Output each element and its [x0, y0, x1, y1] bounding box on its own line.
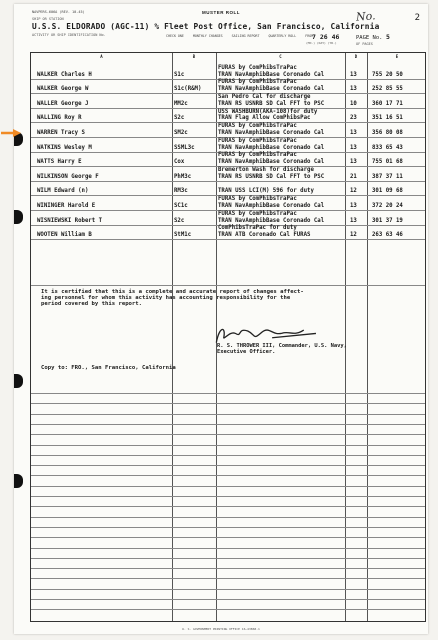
entry-code: 13: [350, 129, 357, 136]
entry-service-number: 387 37 11: [372, 173, 403, 180]
entry-remark-line2: TRAN NavAmphibBase Coronado Cal: [218, 71, 325, 78]
blank-ruled-line: [31, 578, 425, 579]
entry-remark-line2: TRAN NavAmphibBase Coronado Cal: [218, 144, 325, 151]
entry-service-number: 252 85 55: [372, 86, 403, 93]
report-type-options: [166, 34, 313, 38]
top-right-number: 2: [414, 13, 420, 23]
entry-remark-line2: TRAN RS USNRB SD Cal FFT to PSC: [218, 173, 325, 180]
entry-remark-line1: USS WASHBURN(AKA-108)for duty: [218, 108, 318, 115]
entry-rate: S2c: [174, 217, 185, 224]
blank-ruled-line: [31, 455, 425, 456]
entry-service-number: 833 65 43: [372, 144, 403, 151]
entry-remark-line2: TRAN Flag Allow ComPhibsPac: [218, 115, 311, 122]
entry-remark-line2: TRAN NavAmphibBase Coronado Cal: [218, 159, 325, 166]
footer-print-line: U. S. GOVERNMENT PRINTING OFFICE 16—43868-1: [182, 627, 260, 631]
entry-service-number: 356 80 08: [372, 129, 403, 136]
entry-remark-line2: TRAN NavAmphibBase Coronado Cal: [218, 86, 325, 93]
blank-ruled-line: [31, 424, 425, 425]
entry-remark-line2: TRAN NavAmphibBase Coronado Cal: [218, 202, 325, 209]
blank-ruled-line: [31, 558, 425, 559]
entry-code: 21: [350, 173, 357, 180]
entry-service-number: 372 20 24: [372, 202, 403, 209]
row-divider: [31, 239, 425, 240]
entry-code: 13: [350, 71, 357, 78]
binder-hole: [14, 474, 23, 488]
blank-ruled-line: [31, 527, 425, 528]
entry-rate: MM2c: [174, 100, 188, 107]
entry-rate: S1c: [174, 71, 185, 78]
entry-rate: S2c: [174, 115, 185, 122]
option-label: FROM: [305, 34, 314, 38]
entry-service-number: 301 09 68: [372, 188, 403, 195]
entry-code: 13: [350, 159, 357, 166]
entry-remark-line1: FURAS by ComPhibsTraPac: [218, 210, 297, 217]
binder-hole: [14, 374, 23, 388]
column-header-e: E: [395, 54, 399, 59]
entry-remark-line1: FURAS by ComPhibsTraPac: [218, 152, 297, 159]
blank-ruled-line: [31, 403, 425, 404]
entry-name: WOOTEN William B: [37, 232, 92, 239]
entry-code: 13: [350, 86, 357, 93]
column-header-a: A: [100, 54, 103, 59]
entry-service-number: 263 63 46: [372, 232, 403, 239]
option-label: QUARTERLY ROLL: [268, 34, 297, 38]
blank-ruled-line: [31, 599, 425, 600]
signatory: R. S. THROWER III, Commander, U.S. Navy, Executive Officer.: [217, 343, 347, 356]
entry-rate: StM1c: [174, 232, 192, 239]
blank-ruled-line: [31, 434, 425, 435]
entry-remark-line2: TRAN USS LCI(M) 596 for duty: [218, 188, 314, 195]
entry-remark-line1: FURAS by ComPhibsTraPac: [218, 64, 297, 71]
entry-remark-line2: TRAN NavAmphibBase Coronado Cal: [218, 217, 325, 224]
entry-code: 13: [350, 202, 357, 209]
entry-code: 13: [350, 144, 357, 151]
entry-name: WARREN Tracy S: [37, 129, 85, 136]
column-header-d: D: [354, 54, 358, 59]
entry-rate: PhM3c: [174, 173, 192, 180]
entry-name: WATKINS Wesley M: [37, 144, 92, 151]
entry-remark-line1: Bremerton Wash for discharge: [218, 167, 314, 173]
entry-name: WILKINSON George F: [37, 173, 99, 180]
entry-name: WALKER George W: [37, 86, 89, 93]
entry-remark-line1: San Pedro Cal for discharge: [218, 94, 311, 100]
option-label: CHECK ONE: [166, 34, 184, 38]
blank-ruled-line: [31, 496, 425, 497]
blank-ruled-line: [31, 537, 425, 538]
certification-text: It is certified that this is a complete and accurate report of changes affect- ing personnel for whom this activity has accounting responsibility for the period covered by this report.: [41, 289, 304, 308]
ship-name: U.S.S. ELDORADO (AGC-11) % Fleet Post Office, San Francisco, California: [32, 22, 380, 31]
blank-ruled-line: [31, 393, 425, 394]
entry-rate: Cox: [174, 159, 185, 166]
column-header-b: B: [192, 54, 196, 59]
blank-ruled-line: [31, 548, 425, 549]
blank-ruled-line: [31, 414, 425, 415]
entry-name: WILM Edward (n): [37, 188, 89, 195]
binder-hole: [14, 210, 23, 224]
copy-to: Copy to: FRO., San Francisco, California: [41, 365, 176, 371]
entry-remark-line1: FURAS by ComPhibsTraPac: [218, 79, 297, 86]
entry-rate: SSML3c: [174, 144, 195, 151]
entry-code: 12: [350, 188, 357, 195]
signature: [211, 319, 322, 352]
blank-ruled-line: [31, 609, 425, 610]
column-header-c: C: [279, 54, 282, 59]
entry-service-number: 755 20 50: [372, 71, 403, 78]
blank-ruled-line: [31, 486, 425, 487]
entry-code: 10: [350, 100, 357, 107]
muster-roll-sheet: [14, 4, 428, 634]
ship-label: SHIP OR STATION: [32, 17, 64, 21]
form-number: NAVPERS-606A (REV. 10-45): [32, 10, 85, 14]
of-pages-label: OF PAGES: [356, 42, 373, 46]
blank-ruled-line: [31, 506, 425, 507]
stamp: No.: [356, 9, 377, 24]
blank-ruled-line: [31, 589, 425, 590]
row-divider: [31, 285, 425, 286]
entry-rate: S1c(R&M): [174, 86, 202, 93]
entry-code: 23: [350, 115, 357, 122]
row-divider: [31, 181, 425, 182]
entry-remark-line1: ComPhibsTraPac for duty: [218, 225, 297, 232]
entry-rate: RM3c: [174, 188, 188, 195]
entry-remark-line1: FURAS by ComPhibsTraPac: [218, 137, 297, 144]
arrow-pointer-icon: [0, 128, 22, 138]
page-label: PAGE No.: [356, 35, 383, 41]
entry-name: WALKER Charles H: [37, 71, 92, 78]
entry-remark-line2: TRAN ATB Coronado Cal FURAS: [218, 232, 311, 239]
entry-rate: SM2c: [174, 129, 188, 136]
entry-code: 13: [350, 217, 357, 224]
entry-name: WININGER Harold E: [37, 202, 96, 209]
entry-service-number: 351 16 51: [372, 115, 403, 122]
entry-name: WISNIEWSKI Robert T: [37, 217, 103, 224]
page-number: 5: [386, 33, 390, 41]
entry-service-number: 360 17 71: [372, 100, 403, 107]
report-date: 7 26 46: [312, 33, 340, 41]
blank-ruled-line: [31, 517, 425, 518]
date-label: (MO.) (DAY) (YR.): [306, 41, 337, 45]
entry-rate: SC1c: [174, 202, 188, 209]
blank-ruled-line: [31, 475, 425, 476]
blank-ruled-line: [31, 445, 425, 446]
entry-service-number: 301 37 19: [372, 217, 403, 224]
form-title: MUSTER ROLL: [202, 10, 240, 15]
option-label: SAILING REPORT: [231, 34, 260, 38]
entry-name: WATTS Harry E: [37, 159, 82, 166]
entry-remark-line1: FURAS by ComPhibsTraPac: [218, 196, 297, 203]
entry-remark-line2: TRAN NavAmphibBase Coronado Cal: [218, 129, 325, 136]
blank-ruled-line: [31, 465, 425, 466]
activity-label: ACTIVITY OR SHIP IDENTIFICATION No.: [32, 33, 106, 37]
entry-service-number: 755 01 68: [372, 159, 403, 166]
entry-name: WALLING Roy R: [37, 115, 82, 122]
entry-code: 12: [350, 232, 357, 239]
entry-remark-line1: FURAS by ComPhibsTraPac: [218, 123, 297, 130]
blank-ruled-line: [31, 568, 425, 569]
option-label: MONTHLY CHANGES: [192, 34, 223, 38]
entry-remark-line2: TRAN RS USNRB SD Cal FFT to PSC: [218, 100, 325, 107]
entry-name: WALLER George J: [37, 100, 89, 107]
